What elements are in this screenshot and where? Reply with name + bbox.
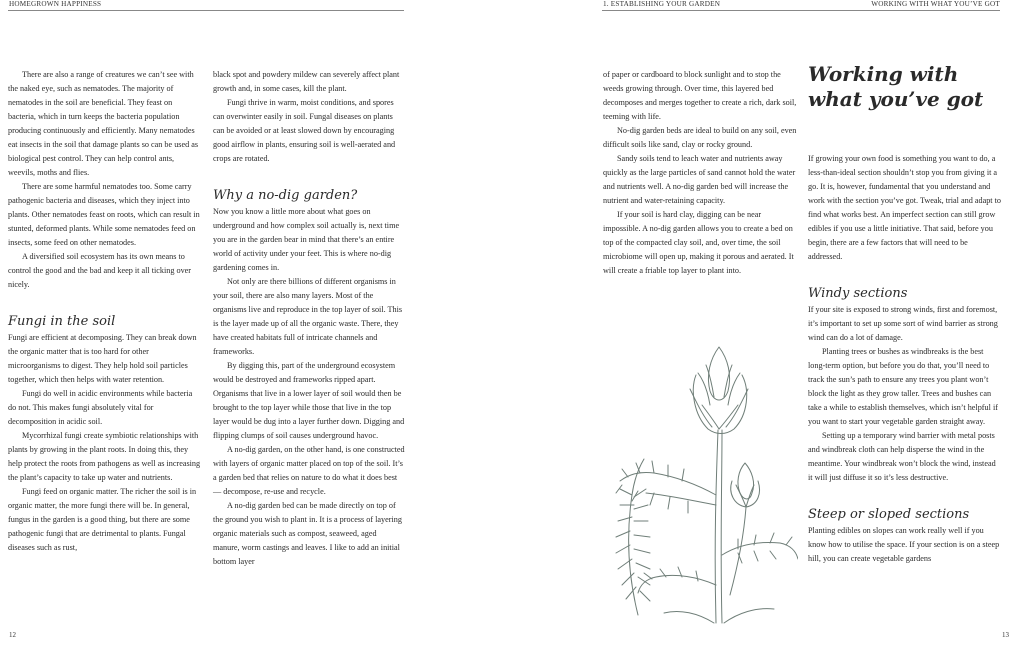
paragraph: Setting up a temporary wind barrier with metal posts and windbreak cloth can help disperse the wind in the meantime. Your windbreak won’t block the wind, instead it will just diffuse it so it’s less destructive.	[808, 431, 996, 482]
page-title-line-1: Working with	[808, 62, 959, 86]
artichoke-illustration	[598, 345, 798, 625]
paragraph: Fungi are efficient at decomposing. They can break down the organic matter that is too hard for other microorganisms to digest. They help hold soil particles together, which then helps with water retention.	[8, 333, 197, 384]
section-heading: Windy sections	[808, 286, 908, 301]
paragraph: If your site is exposed to strong winds, first and foremost, it’s important to set up some sort of wind barrier as strong wind can do a lot of damage.	[808, 305, 998, 342]
right-page-column-2	[808, 152, 1002, 566]
page-number-right: 13	[1002, 631, 1009, 639]
left-page-column-2	[213, 68, 405, 569]
paragraph: A no-dig garden bed can be made directly on top of the ground you wish to plant in. It is a process of layering organic materials such as compost, seaweed, aged manure, worm castings and leaves. I like to add an initial bottom layer	[213, 501, 402, 566]
paragraph: Not only are there billions of different organisms in your soil, there are also many layers. Most of the organisms live and reproduce in the top layer of soil. This is the layer made up of all the organic waste. There, they have created habitats full of intricate channels and frameworks.	[213, 277, 403, 356]
paragraph: Sandy soils tend to leach water and nutrients away quickly as the large particles of sand cannot hold the water and nutrients well. A no-dig garden bed will increase the nutrient and water-retaining capacity.	[603, 154, 796, 205]
paragraph: black spot and powdery mildew can severely affect plant growth and, in some cases, kill the plant.	[213, 70, 400, 93]
paragraph: Fungi feed on organic matter. The richer the soil is in organic matter, the more fungi there will be. In general, fungus in the garden is a good thing, but there are some pathogenic fungi that are detrimental to plants. Fungal diseases such as rust,	[8, 487, 197, 552]
paragraph: If your soil is hard clay, digging can be near impossible. A no-dig garden allows you to create a bed on top of the compacted clay soil, and, over time, the soil microbiome will open up, making it porous and aerated. It will create a friable top layer to plant into.	[603, 210, 794, 275]
paragraph: Fungi thrive in warm, moist conditions, and spores can overwinter easily in soil. Fungal diseases on plants can be avoided or at least slowed down by encouraging good airflow in plants, ensuring soil is well-aerated and crops are rotated.	[213, 98, 396, 163]
section-heading: Fungi in the soil	[8, 314, 116, 329]
running-head-chapter: 1. ESTABLISHING YOUR GARDEN	[603, 0, 721, 8]
header-rule-left	[8, 10, 404, 11]
paragraph: A no-dig garden, on the other hand, is one constructed with layers of organic matter placed on top of the soil. It’s a garden bed that relies on nature to do what it does best — decompose, re-use and recycle.	[213, 445, 405, 496]
paragraph: Fungi do well in acidic environments while bacteria do not. This makes fungi absolutely vital for decomposition in acidic soil.	[8, 389, 193, 426]
paragraph: Mycorrhizal fungi create symbiotic relationships with plants by growing in the plant roots. In doing this, they help protect the roots from pathogens as well as increasing the plant’s capacity to take up water and nutrients.	[8, 431, 201, 482]
paragraph: There are some harmful nematodes too. Some carry pathogenic bacteria and diseases, which they inject into plants. Other nematodes feast on roots, which can result in stunted, deformed plants. While some nematodes feed on insects, some feed on other nematodes.	[8, 182, 200, 247]
paragraph: By digging this, part of the underground ecosystem would be destroyed and frameworks ripped apart. Organisms that live in a lower layer of soil would then be brought to the top layer while those that live in the top layer would be dug into a layer further down. Digging and flipping clumps of soil causes underground havoc.	[213, 361, 405, 440]
running-head-section: WORKING WITH WHAT YOU’VE GOT	[871, 0, 1000, 8]
paragraph: If growing your own food is something you want to do, a less-than-ideal section shouldn’t stop you from giving it a go. It is, however, fundamental that you understand and work with the section you’ve got. Tweak, trial and adapt to find what works best. An imperfect section can still grow edibles if you use a little initiative. That said, before you begin, there are a few factors that will need to be addressed.	[808, 154, 1001, 261]
left-page-column-1	[8, 68, 202, 555]
paragraph: of paper or cardboard to block sunlight and to stop the weeds growing through. Over time, this layered bed decomposes and merges together to create a rich, dark soil, teeming with life.	[603, 70, 797, 121]
paragraph: There are also a range of creatures we can’t see with the naked eye, such as nematodes. The majority of nematodes in the soil are beneficial. They feast on bacteria, which in turn keeps the bacteria population producing continuously and efficiently. Many nematodes eat insects in the soil that damage plants so can be used as biological pest control. They can help control ants, weevils, moths and flies.	[8, 70, 199, 177]
right-page-column-1	[603, 68, 797, 278]
running-head-left-page: HOMEGROWN HAPPINESS	[9, 0, 102, 8]
page-title	[808, 62, 1008, 112]
section-heading: Steep or sloped sections	[808, 507, 970, 522]
page-title-line-2: what you’ve got	[808, 87, 984, 111]
page-number-left: 12	[9, 631, 16, 639]
section-heading: Why a no-dig garden?	[213, 188, 358, 203]
paragraph: Now you know a little more about what goes on underground and how complex soil actually is, next time you are in the garden bear in mind that there’s an entire world of activity under your feet. This is where no-dig gardening comes in.	[213, 207, 400, 272]
paragraph: Planting edibles on slopes can work really well if you know how to utilise the space. If your section is on a steep hill, you can create vegetable gardens	[808, 526, 1000, 563]
header-rule-right	[602, 10, 1000, 11]
paragraph: No-dig garden beds are ideal to build on any soil, even difficult soils like sand, clay or rocky ground.	[603, 126, 797, 149]
paragraph: A diversified soil ecosystem has its own means to control the good and the bad and keep it all ticking over nicely.	[8, 252, 192, 289]
paragraph: Planting trees or bushes as windbreaks is the best long-term option, but before you do that, you’ll need to track the sun’s path to ensure any trees you plant won’t block the light as they grow taller. Trees and bushes can take a while to establish themselves, which isn’t helpful if you want to start your vegetable garden straight away.	[808, 347, 998, 426]
